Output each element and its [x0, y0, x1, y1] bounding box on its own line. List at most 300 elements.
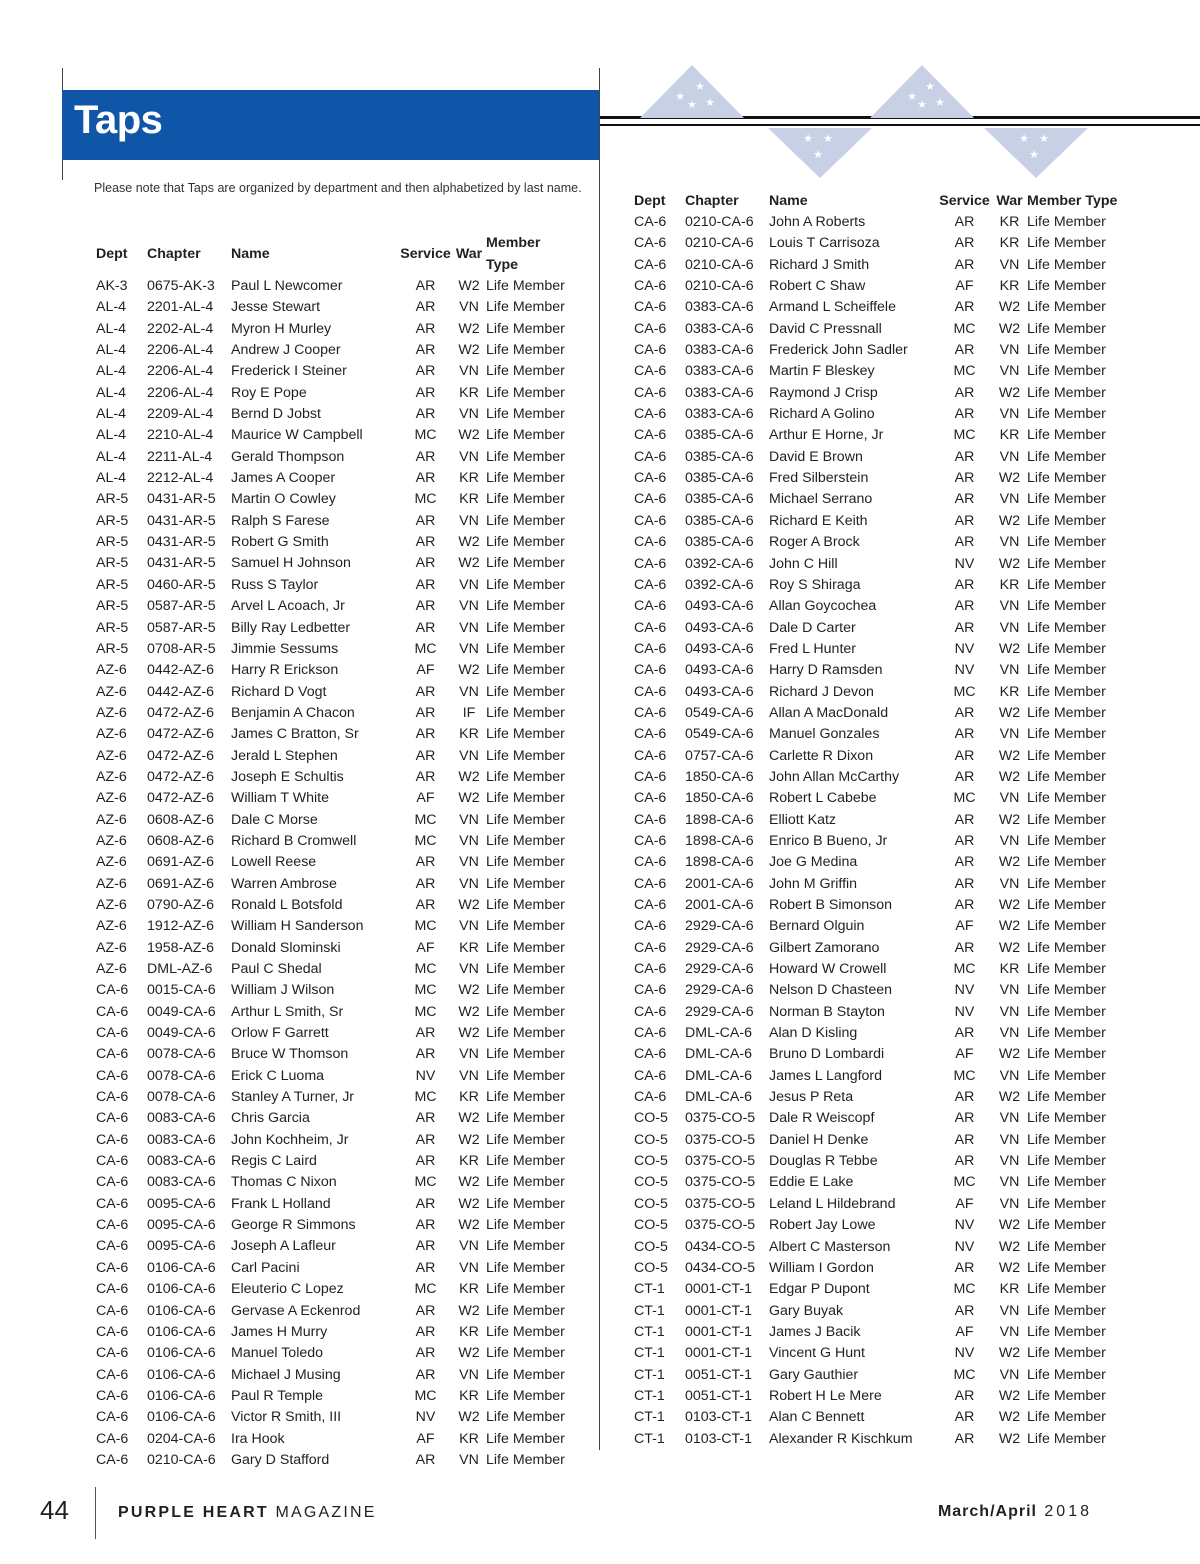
- table-row: [96, 425, 576, 446]
- table-row: [96, 383, 576, 404]
- member-type-cell: Life Member: [1027, 470, 1106, 487]
- chapter-cell: 0392-CA-6: [685, 576, 754, 593]
- dept-cell: CA-6: [634, 875, 667, 892]
- dept-cell: CA-6: [634, 406, 667, 423]
- table-row: [634, 660, 1118, 681]
- name-cell: John C Hill: [769, 555, 838, 572]
- service-cell: AR: [954, 576, 975, 593]
- service-cell: AR: [954, 384, 975, 401]
- member-type-cell: Life Member: [486, 832, 565, 849]
- dept-cell: CA-6: [634, 576, 667, 593]
- table-row: [634, 1215, 1118, 1236]
- service-cell: AR: [954, 448, 975, 465]
- member-type-cell: Life Member: [1027, 726, 1106, 743]
- dept-cell: AL-4: [96, 448, 126, 465]
- name-cell: Bruce W Thomson: [231, 1046, 349, 1063]
- name-cell: Louis T Carrisoza: [769, 235, 880, 252]
- name-cell: Joseph E Schultis: [231, 768, 344, 785]
- table-row: [96, 1365, 576, 1386]
- war-cell: VN: [459, 1259, 479, 1276]
- dept-cell: CA-6: [96, 1238, 129, 1255]
- name-cell: Roger A Brock: [769, 534, 860, 551]
- table-row: [96, 916, 576, 937]
- service-cell: AR: [415, 704, 436, 721]
- chapter-header: Chapter: [685, 193, 739, 209]
- member-type-cell: Life Member: [486, 1110, 565, 1127]
- name-cell: Edgar P Dupont: [769, 1281, 870, 1298]
- name-cell: Alexander R Kischkum: [769, 1430, 913, 1447]
- table-row: [96, 1066, 576, 1087]
- service-cell: AR: [415, 1451, 436, 1468]
- service-cell: AR: [415, 1345, 436, 1362]
- dept-cell: CA-6: [634, 363, 667, 380]
- member-type-cell: Life Member: [1027, 1003, 1106, 1020]
- chapter-cell: 2929-CA-6: [685, 918, 754, 935]
- name-cell: Jesus P Reta: [769, 1089, 854, 1106]
- dept-cell: CA-6: [634, 470, 667, 487]
- dept-cell: CA-6: [634, 918, 667, 935]
- table-row: [634, 1130, 1118, 1151]
- table-row: [96, 1279, 576, 1300]
- member-type-cell: Life Member: [1027, 897, 1106, 913]
- table-row: [634, 1194, 1118, 1215]
- war-cell: W2: [458, 1174, 480, 1191]
- service-cell: MC: [953, 1366, 976, 1383]
- war-cell: VN: [459, 918, 479, 935]
- member-type-cell: Life Member: [1027, 1195, 1106, 1212]
- chapter-cell: 2202-AL-4: [147, 320, 214, 337]
- dept-cell: CA-6: [634, 448, 667, 465]
- dept-cell: CA-6: [96, 1217, 129, 1234]
- dept-cell: CA-6: [634, 961, 667, 978]
- war-cell: VN: [459, 1046, 479, 1063]
- name-cell: Richard D Vogt: [231, 683, 327, 700]
- member-type-cell: Life Member: [486, 982, 565, 999]
- war-cell: VN: [999, 1003, 1020, 1020]
- dept-cell: AL-4: [96, 299, 126, 316]
- dept-cell: CA-6: [634, 320, 667, 337]
- service-cell: AR: [415, 470, 436, 487]
- table-row: [634, 1258, 1118, 1279]
- svg-text:★: ★: [907, 90, 917, 103]
- issue-months: March/April: [937, 1503, 1037, 1520]
- member-type-cell: Life Member: [1027, 918, 1106, 935]
- table-row: [96, 1044, 576, 1065]
- service-cell: AF: [955, 278, 974, 295]
- war-cell: VN: [999, 534, 1020, 551]
- member-type-cell: Life Member: [486, 384, 565, 401]
- chapter-cell: 1898-CA-6: [685, 854, 754, 871]
- chapter-cell: 0442-AZ-6: [147, 662, 215, 679]
- dept-cell: CA-6: [634, 427, 667, 444]
- chapter-cell: 1850-CA-6: [685, 790, 754, 807]
- table-row: [96, 575, 576, 596]
- dept-cell: CO-5: [634, 1195, 668, 1212]
- name-cell: James C Bratton, Sr: [231, 726, 359, 743]
- war-cell: W2: [458, 427, 480, 444]
- chapter-cell: 0431-AR-5: [147, 512, 216, 529]
- member-type-cell: Life Member: [1027, 299, 1106, 316]
- chapter-cell: 0210-CA-6: [685, 278, 754, 295]
- dept-cell: CA-6: [96, 1174, 129, 1191]
- chapter-cell: 0001-CT-1: [685, 1345, 753, 1362]
- name-cell: Carlette R Dixon: [769, 747, 874, 764]
- war-cell: W2: [998, 1046, 1021, 1063]
- footer-divider: [95, 1487, 96, 1539]
- member-type-cell: Life Member: [486, 961, 565, 977]
- service-cell: AF: [416, 662, 435, 679]
- name-cell: John Allan McCarthy: [769, 768, 900, 785]
- table-row: [634, 980, 1118, 1001]
- dept-cell: CA-6: [96, 1451, 129, 1468]
- name-cell: Howard W Crowell: [769, 961, 887, 978]
- dept-cell: CA-6: [96, 1409, 129, 1426]
- chapter-cell: 0472-AZ-6: [147, 790, 215, 807]
- service-cell: AR: [954, 619, 975, 636]
- war-cell: W2: [458, 1025, 480, 1042]
- war-cell: VN: [999, 363, 1020, 380]
- war-cell: VN: [459, 576, 479, 593]
- table-row: [634, 1023, 1118, 1044]
- table-row: [634, 1343, 1118, 1364]
- table-row: [634, 255, 1118, 276]
- table-row: [96, 297, 576, 318]
- dept-cell: AR-5: [96, 576, 129, 593]
- service-cell: MC: [414, 427, 437, 444]
- table-row: [96, 553, 576, 574]
- dept-cell: CA-6: [634, 1003, 667, 1020]
- table-row: [634, 447, 1118, 468]
- member-type-cell: Life Member: [1027, 278, 1106, 295]
- chapter-cell: 0051-CT-1: [685, 1366, 753, 1383]
- table-row: [96, 788, 576, 809]
- service-cell: AR: [415, 512, 436, 529]
- dept-cell: AR-5: [96, 640, 129, 657]
- chapter-cell: 0106-CA-6: [147, 1302, 216, 1319]
- chapter-cell: 0001-CT-1: [685, 1302, 753, 1319]
- service-cell: AR: [415, 448, 436, 465]
- war-cell: W2: [998, 1345, 1021, 1362]
- service-cell: MC: [414, 982, 437, 999]
- chapter-cell: DML-CA-6: [685, 1046, 753, 1063]
- service-cell: NV: [954, 1345, 975, 1362]
- table-row: [96, 511, 576, 532]
- service-cell: AR: [415, 896, 436, 913]
- member-type-cell: Life Member: [1027, 384, 1106, 401]
- dept-cell: CT-1: [634, 1345, 665, 1362]
- war-cell: W2: [458, 1302, 480, 1319]
- war-cell: W2: [458, 896, 480, 913]
- chapter-cell: 0385-CA-6: [685, 470, 754, 487]
- chapter-cell: 0106-CA-6: [147, 1259, 216, 1276]
- table-row: [634, 959, 1118, 980]
- service-cell: AF: [955, 1195, 974, 1212]
- table-row: [634, 618, 1118, 639]
- chapter-cell: 0095-CA-6: [147, 1217, 216, 1234]
- table-row: [96, 767, 576, 788]
- member-type-cell: Life Member: [486, 598, 565, 615]
- war-cell: KR: [999, 235, 1020, 252]
- name-header: Name: [231, 246, 270, 262]
- name-cell: William I Gordon: [769, 1259, 874, 1276]
- war-cell: KR: [459, 1430, 479, 1447]
- war-cell: VN: [999, 875, 1020, 892]
- table-row: [96, 1450, 576, 1471]
- chapter-cell: 0210-CA-6: [147, 1451, 216, 1468]
- chapter-cell: 0691-AZ-6: [147, 875, 215, 892]
- service-cell: MC: [953, 363, 976, 380]
- table-row: [634, 916, 1118, 937]
- member-type-cell: Life Member: [486, 918, 565, 935]
- name-header: Name: [769, 193, 808, 209]
- name-cell: James H Murry: [231, 1323, 328, 1340]
- table-row: [634, 639, 1118, 660]
- member-type-cell: Life Member: [486, 1131, 565, 1148]
- dept-cell: CA-6: [634, 832, 667, 849]
- war-cell: VN: [459, 683, 479, 700]
- service-cell: AR: [415, 1025, 436, 1042]
- name-cell: Martin F Bleskey: [769, 363, 875, 380]
- war-cell: W2: [458, 1195, 480, 1212]
- taps-table-left: [96, 232, 576, 1471]
- dept-cell: AZ-6: [96, 768, 127, 785]
- member-type-cell: Life Member: [1027, 619, 1106, 636]
- member-type-cell: Life Member: [486, 662, 565, 679]
- service-cell: AR: [415, 854, 436, 871]
- svg-text:★: ★: [1039, 132, 1049, 145]
- name-cell: Armand L Scheiffele: [769, 299, 896, 316]
- chapter-cell: 0375-CO-5: [685, 1153, 756, 1170]
- service-cell: AR: [415, 576, 436, 593]
- chapter-cell: 1912-AZ-6: [147, 918, 215, 935]
- table-row: [634, 297, 1118, 318]
- name-cell: Robert B Simonson: [769, 897, 893, 913]
- war-cell: W2: [998, 1217, 1021, 1234]
- chapter-cell: 2211-AL-4: [147, 448, 213, 465]
- member-type-cell: Life Member: [1027, 854, 1106, 871]
- member-type-cell: Life Member: [486, 939, 565, 956]
- member-type-cell: Life Member: [486, 640, 565, 657]
- war-cell: VN: [459, 640, 479, 657]
- dept-cell: CA-6: [96, 1089, 129, 1106]
- dept-cell: CA-6: [634, 278, 667, 295]
- member-type-cell: Life Member: [1027, 555, 1106, 572]
- dept-cell: CA-6: [96, 1387, 129, 1404]
- name-cell: Bernard Olguin: [769, 918, 865, 935]
- service-cell: AR: [954, 1089, 975, 1106]
- chapter-cell: 1898-CA-6: [685, 811, 754, 828]
- name-cell: Ronald L Botsfold: [231, 896, 343, 913]
- war-cell: W2: [998, 512, 1021, 529]
- dept-cell: AL-4: [96, 427, 126, 444]
- service-cell: AR: [954, 1153, 975, 1170]
- name-cell: William H Sanderson: [231, 918, 364, 935]
- dept-cell: CA-6: [634, 982, 667, 999]
- member-type-cell: Life Member: [486, 470, 565, 487]
- chapter-cell: 1958-AZ-6: [147, 939, 215, 956]
- member-type-cell: Life Member: [1027, 1046, 1106, 1063]
- service-cell: AR: [954, 939, 975, 956]
- member-type-cell: Life Member: [1027, 768, 1106, 785]
- member-type-cell: Life Member: [486, 427, 565, 444]
- table-row: [96, 703, 576, 724]
- service-cell: MC: [414, 491, 437, 508]
- service-cell: AR: [954, 491, 975, 508]
- service-cell: NV: [954, 982, 975, 999]
- chapter-cell: 0493-CA-6: [685, 619, 754, 636]
- name-cell: Ralph S Farese: [231, 512, 330, 529]
- war-cell: VN: [999, 1110, 1020, 1127]
- chapter-cell: 0708-AR-5: [147, 640, 216, 657]
- table-row: [634, 1066, 1118, 1087]
- table-row: [634, 383, 1118, 404]
- table-row: [96, 532, 576, 553]
- war-cell: VN: [459, 1366, 479, 1383]
- table-row: [634, 1365, 1118, 1386]
- table-row: [96, 340, 576, 361]
- chapter-cell: 0431-AR-5: [147, 534, 216, 551]
- service-cell: AR: [415, 384, 436, 401]
- service-cell: AR: [415, 1110, 436, 1127]
- chapter-cell: 0434-CO-5: [685, 1259, 756, 1276]
- service-cell: AR: [954, 470, 975, 487]
- svg-text:★: ★: [935, 96, 945, 109]
- member-type-cell: Life Member: [486, 790, 565, 807]
- dept-cell: CA-6: [96, 1366, 129, 1383]
- service-cell: NV: [954, 1003, 975, 1020]
- chapter-cell: DML-CA-6: [685, 1067, 753, 1084]
- name-cell: Regis C Laird: [231, 1153, 317, 1170]
- table-row: [96, 1301, 576, 1322]
- chapter-cell: 0210-CA-6: [685, 256, 754, 273]
- chapter-cell: 0001-CT-1: [685, 1281, 753, 1298]
- page-title: Taps: [74, 98, 163, 142]
- chapter-cell: 0383-CA-6: [685, 342, 754, 359]
- name-cell: Eddie E Lake: [769, 1174, 854, 1191]
- table-row: [96, 938, 576, 959]
- table-row: [634, 1407, 1118, 1428]
- service-cell: NV: [954, 1217, 975, 1234]
- war-cell: W2: [998, 1089, 1021, 1106]
- name-cell: Albert C Masterson: [769, 1238, 891, 1255]
- table-row: [96, 596, 576, 617]
- service-cell: MC: [414, 1387, 437, 1404]
- war-cell: KR: [459, 1089, 479, 1106]
- table-row: [96, 1002, 576, 1023]
- name-cell: Daniel H Denke: [769, 1131, 869, 1148]
- svg-text:★: ★: [803, 132, 813, 145]
- chapter-cell: 0106-CA-6: [147, 1366, 216, 1383]
- member-type-cell: Life Member: [1027, 832, 1106, 849]
- table-row: [96, 1108, 576, 1129]
- member-type-cell: Life Member: [486, 1238, 565, 1255]
- chapter-cell: 2212-AL-4: [147, 470, 214, 487]
- war-cell: W2: [998, 1430, 1021, 1447]
- service-cell: AR: [954, 1025, 975, 1042]
- service-cell: AR: [954, 897, 975, 913]
- war-cell: KR: [459, 384, 479, 401]
- war-cell: VN: [459, 875, 479, 892]
- war-cell: W2: [998, 1238, 1021, 1255]
- member-type-cell: Life Member: [1027, 683, 1106, 700]
- table-row: [634, 404, 1118, 425]
- war-cell: IF: [462, 704, 476, 721]
- service-cell: NV: [954, 662, 975, 679]
- member-type-cell: Life Member: [1027, 1345, 1106, 1362]
- table-row: [96, 1215, 576, 1236]
- dept-cell: AZ-6: [96, 832, 127, 849]
- svg-text:★: ★: [917, 98, 927, 111]
- dept-cell: CA-6: [634, 534, 667, 551]
- service-cell: AR: [954, 1302, 975, 1319]
- dept-cell: CO-5: [634, 1153, 668, 1170]
- member-type-cell: Life Member: [1027, 491, 1106, 508]
- member-type-cell: Life Member: [1027, 1387, 1106, 1404]
- member-type-cell: Life Member: [1027, 214, 1106, 230]
- war-cell: KR: [459, 1387, 479, 1404]
- chapter-cell: 0472-AZ-6: [147, 726, 215, 743]
- member-type-cell: Life Member: [1027, 598, 1106, 615]
- member-type-cell: Life Member: [1027, 1259, 1106, 1276]
- member-type-cell: Life Member: [486, 875, 565, 892]
- service-cell: AF: [955, 1046, 974, 1063]
- war-cell: KR: [459, 939, 479, 956]
- table-row: [634, 1301, 1118, 1322]
- service-cell: MC: [414, 1003, 437, 1020]
- name-cell: Raymond J Crisp: [769, 384, 878, 401]
- war-cell: KR: [459, 1323, 479, 1340]
- table-row: [96, 1236, 576, 1257]
- svg-text:★: ★: [813, 148, 823, 161]
- name-cell: Donald Slominski: [231, 939, 341, 956]
- war-cell: W2: [458, 790, 480, 807]
- table-row: [634, 746, 1118, 767]
- column-divider: [599, 68, 600, 1450]
- dept-cell: CA-6: [634, 491, 667, 508]
- dept-cell: AL-4: [96, 320, 126, 337]
- name-cell: Gary Buyak: [769, 1302, 844, 1319]
- member-type-cell: Life Member: [1027, 1281, 1106, 1298]
- member-type-cell: Life Member: [486, 1195, 565, 1212]
- member-type-cell: Life Member: [1027, 875, 1106, 892]
- table-row: [96, 980, 576, 1001]
- dept-cell: AR-5: [96, 555, 129, 572]
- table-header-row: [96, 232, 576, 276]
- war-cell: KR: [999, 427, 1020, 444]
- table-row: [634, 895, 1118, 916]
- table-row: [96, 1407, 576, 1428]
- dept-cell: AL-4: [96, 342, 126, 359]
- name-cell: Erick C Luoma: [231, 1067, 325, 1084]
- table-row: [634, 532, 1118, 553]
- dept-cell: CA-6: [96, 1153, 129, 1170]
- name-cell: Roy S Shiraga: [769, 576, 861, 593]
- table-row: [634, 212, 1118, 233]
- name-cell: Richard A Golino: [769, 406, 875, 423]
- issue-date: [938, 1503, 1092, 1521]
- service-cell: AR: [415, 534, 436, 551]
- table-row: [96, 1172, 576, 1193]
- service-cell: AR: [954, 1110, 975, 1127]
- name-cell: David C Pressnall: [769, 320, 882, 337]
- dept-cell: AL-4: [96, 363, 126, 380]
- chapter-cell: 0385-CA-6: [685, 534, 754, 551]
- dept-cell: CO-5: [634, 1174, 668, 1191]
- name-cell: Allan Goycochea: [769, 598, 877, 615]
- member-type-cell: Life Member: [1027, 961, 1106, 978]
- member-type-cell: Life Member: [1027, 704, 1106, 721]
- member-type-cell: Life Member: [486, 1259, 565, 1276]
